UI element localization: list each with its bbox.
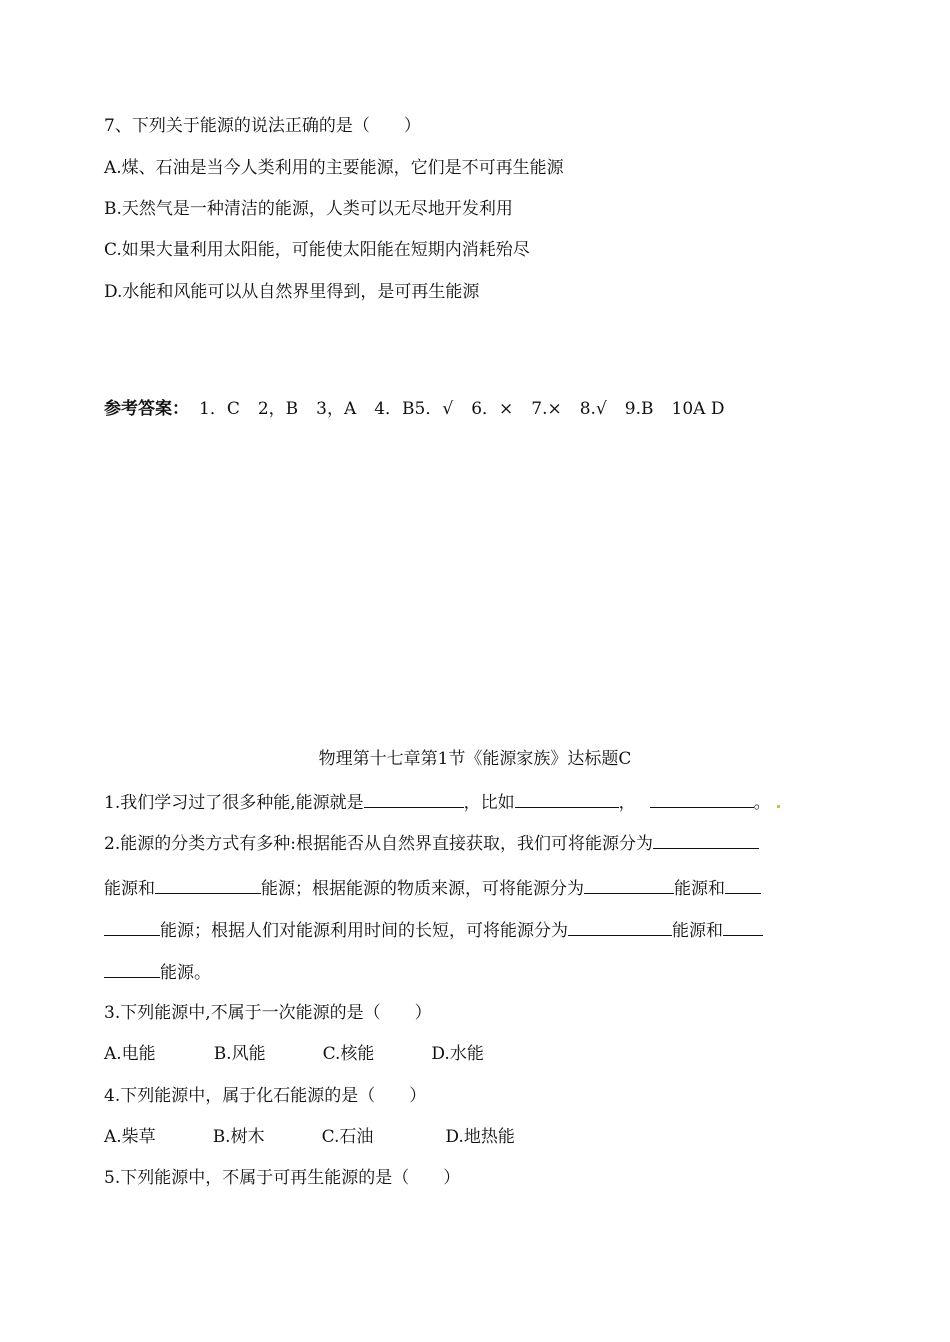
s2-q4-options xyxy=(104,1127,515,1147)
s2-q2-line3 xyxy=(104,919,763,941)
answer-key xyxy=(104,399,724,419)
answer-item: 2，B xyxy=(257,399,299,419)
s2-q2-text: 能源；根据人们对能源利用时间的长短，可将能源分为 xyxy=(160,921,568,941)
s2-q1-text: ，比如 xyxy=(463,793,515,813)
answer-item: 10A D xyxy=(671,399,725,419)
s2-q2-line1 xyxy=(104,832,759,854)
fill-blank[interactable] xyxy=(725,877,761,894)
fill-blank[interactable] xyxy=(515,791,619,808)
s2-q1-text: ， xyxy=(618,793,636,813)
s2-q1-text: 。 xyxy=(753,793,771,813)
option: B.树木 xyxy=(212,1127,265,1147)
q7-stem: 7、下列关于能源的说法正确的是（ ） xyxy=(104,116,421,136)
s2-q3-options xyxy=(104,1044,484,1064)
s2-q2-text: 2.能源的分类方式有多种:根据能否从自然界直接获取，我们可将能源分为 xyxy=(104,834,653,854)
s2-q2-text: 能源。 xyxy=(160,963,211,983)
fill-blank[interactable] xyxy=(104,961,160,978)
marker-dot xyxy=(777,805,780,808)
option: B.风能 xyxy=(213,1044,266,1064)
answer-item: 1．C xyxy=(199,399,240,419)
fill-blank[interactable] xyxy=(104,919,160,936)
s2-q2-line4 xyxy=(104,961,211,983)
s2-q3-stem: 3.下列能源中,不属于一次能源的是（ ） xyxy=(104,1003,432,1023)
s2-q2-text: 能源和 xyxy=(104,879,155,899)
answer-item: 8.√ xyxy=(579,399,607,419)
q7-option-b: B.天然气是一种清洁的能源，人类可以无尽地开发利用 xyxy=(104,199,513,219)
answer-item: 3，A xyxy=(316,399,357,419)
answer-item: 6．× xyxy=(471,399,514,419)
s2-q5-stem: 5.下列能源中，不属于可再生能源的是（ ） xyxy=(104,1168,461,1188)
answer-item: 4．B5．√ xyxy=(374,399,454,419)
s2-q2-text: 能源和 xyxy=(672,921,723,941)
option: C.石油 xyxy=(321,1127,374,1147)
s2-q2-line2 xyxy=(104,877,761,899)
option: D.地热能 xyxy=(445,1127,515,1147)
q7-option-a: A.煤、石油是当今人类利用的主要能源，它们是不可再生能源 xyxy=(104,158,564,178)
section-title: 物理第十七章第1节《能源家族》达标题C xyxy=(318,749,632,769)
answer-key-label: 参考答案： xyxy=(104,399,189,419)
fill-blank[interactable] xyxy=(364,791,464,808)
s2-q2-text: 能源和 xyxy=(674,879,725,899)
s2-q1 xyxy=(104,791,780,813)
answer-item: 7.× xyxy=(531,399,562,419)
option: A.柴草 xyxy=(104,1127,156,1147)
s2-q2-text: 能源；根据能源的物质来源，可将能源分为 xyxy=(261,879,584,899)
option: C.核能 xyxy=(322,1044,375,1064)
answer-item: 9.B xyxy=(624,399,654,419)
fill-blank[interactable] xyxy=(584,877,674,894)
fill-blank[interactable] xyxy=(568,919,672,936)
s2-q1-text: 1.我们学习过了很多种能,能源就是 xyxy=(104,793,364,813)
s2-q4-stem: 4.下列能源中，属于化石能源的是（ ） xyxy=(104,1086,427,1106)
fill-blank[interactable] xyxy=(155,877,261,894)
fill-blank[interactable] xyxy=(653,832,759,849)
fill-blank[interactable] xyxy=(723,919,763,936)
option: D.水能 xyxy=(431,1044,484,1064)
option: A.电能 xyxy=(104,1044,156,1064)
fill-blank[interactable] xyxy=(650,791,754,808)
q7-option-c: C.如果大量利用太阳能，可能使太阳能在短期内消耗殆尽 xyxy=(104,240,530,260)
q7-option-d: D.水能和风能可以从自然界里得到，是可再生能源 xyxy=(104,282,480,302)
